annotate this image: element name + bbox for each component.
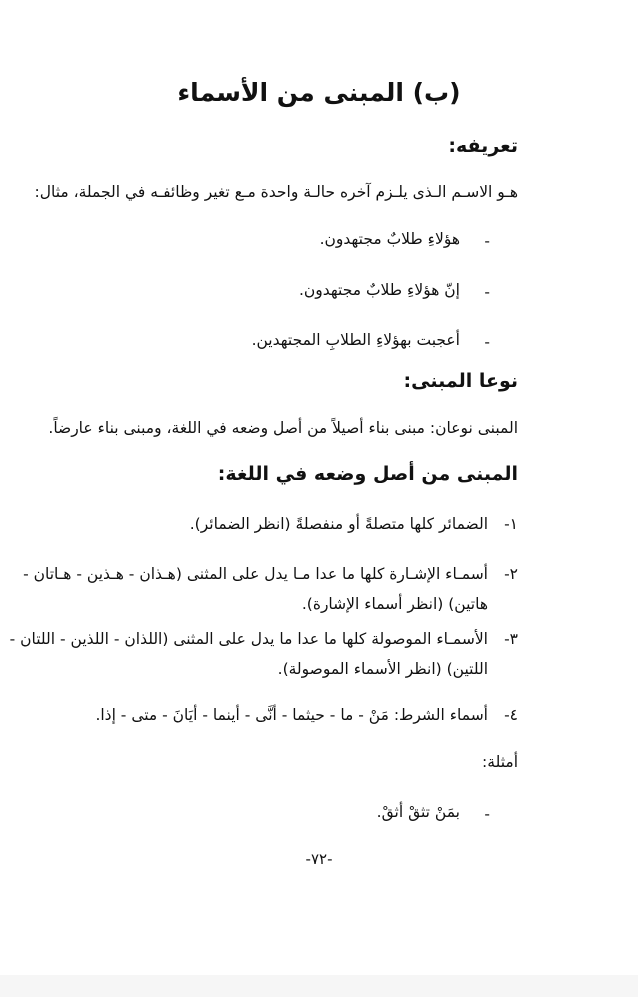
types-text: المبنى نوعان: مبنى بناء أصيلاً من أصل وضعه في اللغة، ومبنى بناء عارضاً. [48,419,518,437]
original-heading: المبنى من أصل وضعه في اللغة: [217,463,518,485]
definition-heading: تعريفه: [448,135,518,157]
definition-example-1: هؤلاءِ طلابٌ مجتهدون. [319,230,460,248]
example-sentence: بمَنْ تثقْ أثقْ. [376,803,460,821]
original-item-3-line-2: اللتين) (انظر الأسماء الموصولة). [277,660,488,678]
original-item-1: الضمائر كلها متصلةً أو منفصلةً (انظر الضمائر). [189,515,488,533]
original-item-2-line-2: هاتين) (انظر أسماء الإشارة). [301,595,488,613]
list-dash: - [484,232,490,250]
examples-heading: أمثلة: [482,753,518,771]
item-number: ١- [504,515,518,533]
scan-margin [0,975,638,997]
definition-text: هـو الاسـم الـذى يلـزم آخره حالـة واحدة مـع تغير وظائفـه في الجملة، مثال: [34,183,518,201]
original-item-3-line-1: الأسمـاء الموصولة كلها ما عدا ما يدل على المثنى (اللذان - اللذين - اللتان - [9,630,488,648]
item-number: ٤- [504,706,518,724]
original-item-2-line-1: أسمـاء الإشـارة كلها ما عدا مـا يدل على المثنى (هـذان - هـذين - هـاتان - [23,565,488,583]
list-dash: - [484,333,490,351]
types-heading: نوعا المبنى: [403,370,518,392]
list-dash: - [484,283,490,301]
definition-example-2: إنّ هؤلاءِ طلابٌ مجتهدون. [298,281,460,299]
list-dash: - [484,805,490,823]
item-number: ٣- [504,630,518,648]
page-title: (ب) المبنى من الأسماء [177,78,461,107]
page-number: -٧٢- [305,850,333,868]
item-number: ٢- [504,565,518,583]
original-item-4: أسماء الشرط: مَنْ - ما - حيثما - أنَّى - أينما - أيَانَ - متى - إذا. [95,706,488,724]
definition-example-3: أعجبت بهؤلاءِ الطلابِ المجتهدين. [251,331,460,349]
